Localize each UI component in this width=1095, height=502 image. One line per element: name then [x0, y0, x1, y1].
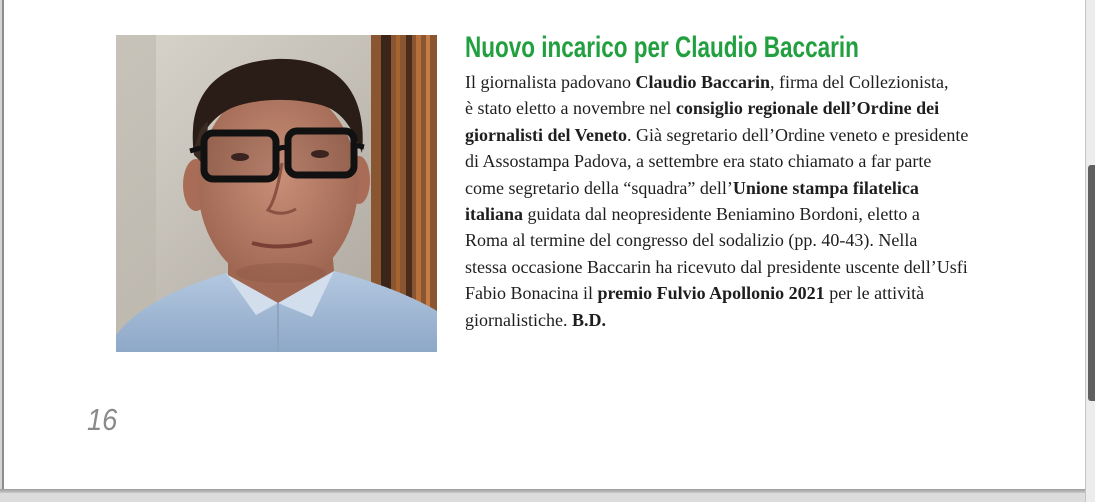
body-text: è stato eletto a novembre nel: [465, 98, 676, 119]
body-bold-text: Claudio Baccarin: [635, 72, 770, 92]
body-text: come segretario della “squadra” dell’: [465, 177, 733, 198]
body-line: [465, 307, 968, 333]
body-text: stessa occasione Baccarin ha ricevuto dal presidente uscente dell’Usfi: [465, 256, 968, 277]
body-text: Roma al termine del congresso del sodalizio (pp. 40-43). Nella: [465, 230, 918, 251]
body-line: [465, 122, 968, 148]
article-title: Nuovo incarico per Claudio Baccarin: [465, 31, 859, 64]
body-text: . Già segretario dell’Ordine veneto e presidente: [627, 124, 969, 145]
body-text: giornalistiche.: [465, 309, 572, 330]
body-text: guidata dal neopresidente Beniamino Bordoni, eletto a: [523, 203, 920, 224]
body-line: [465, 227, 968, 253]
body-text: per le attività: [824, 283, 925, 304]
body-text: Il giornalista padovano: [465, 72, 636, 92]
body-bold-text: premio Fulvio Apollonio 2021: [597, 283, 825, 304]
portrait-photo: [116, 35, 437, 352]
body-line: [465, 148, 968, 174]
body-bold-text: italiana: [465, 203, 524, 224]
body-text: Fabio Bonacina il: [465, 283, 598, 304]
body-line: [465, 95, 968, 121]
body-line: [465, 280, 968, 306]
author-initials: B.D.: [571, 309, 606, 330]
body-bold-text: giornalisti del Veneto: [465, 124, 628, 145]
body-text: , firma del Collezionista,: [769, 72, 949, 92]
body-bold-text: consiglio regionale dell’Ordine dei: [675, 98, 940, 119]
page-number: 16: [87, 402, 118, 437]
body-text: di Assostampa Padova, a settembre era stato chiamato a far parte: [465, 151, 932, 172]
scrollbar-thumb[interactable]: [1088, 165, 1095, 401]
body-line: [465, 201, 968, 227]
body-bold-text: Unione stampa filatelica: [732, 177, 919, 198]
body-line: [465, 254, 968, 280]
article-body: [465, 69, 968, 333]
body-line: [465, 69, 968, 95]
body-line: [465, 175, 968, 201]
page-bottom-shadow: [0, 489, 1086, 493]
